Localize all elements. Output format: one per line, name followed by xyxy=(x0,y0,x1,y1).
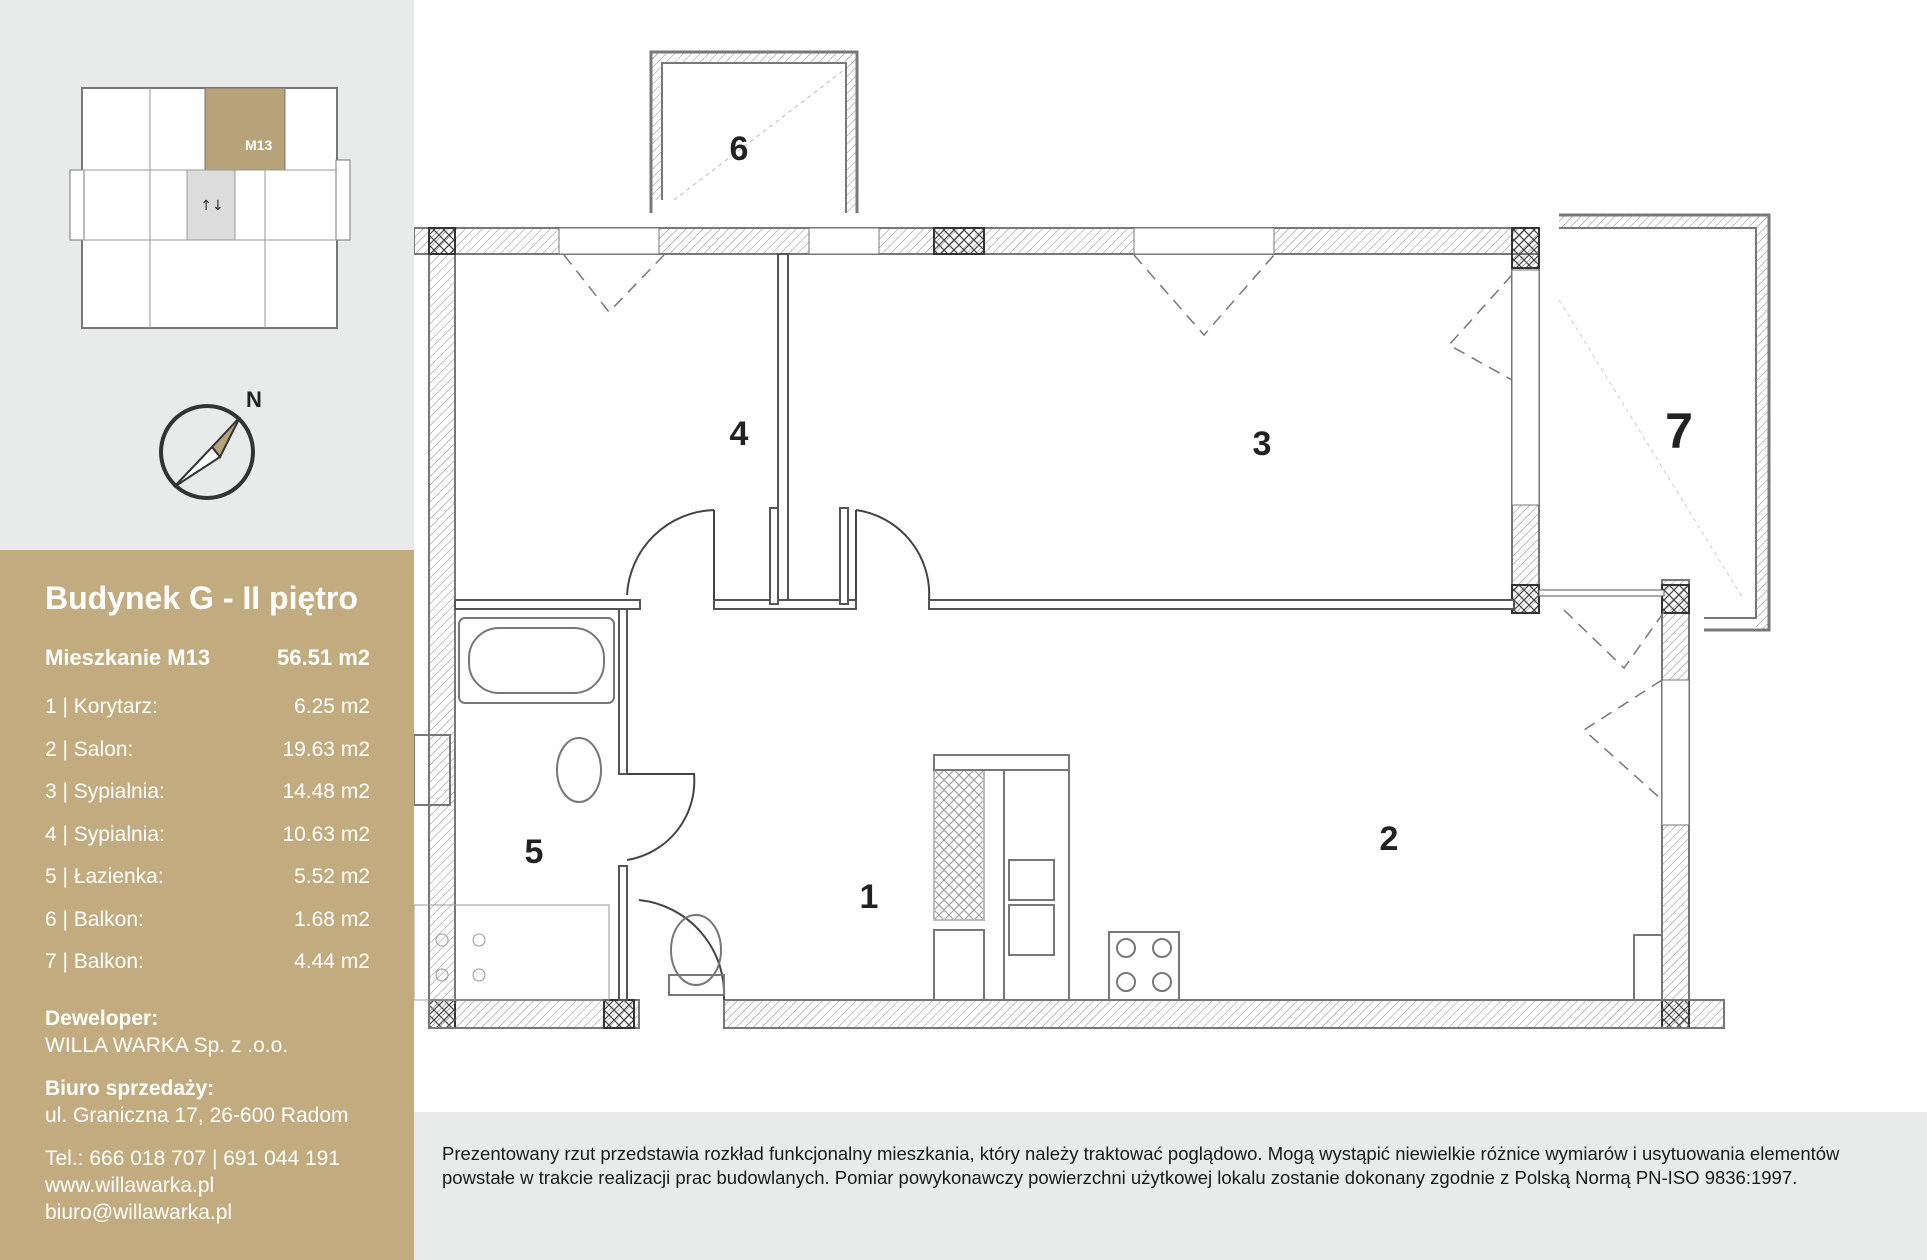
floor-plan xyxy=(414,0,1927,1112)
room-name: 4 | Sypialnia: xyxy=(45,822,165,846)
room-list xyxy=(45,695,370,993)
sales-office-heading: Biuro sprzedaży: xyxy=(45,1077,215,1100)
apartment-area: 56.51 m2 xyxy=(277,645,370,670)
room-name: 7 | Balkon: xyxy=(45,950,144,973)
room-name: 2 | Salon: xyxy=(45,737,134,761)
left-wall xyxy=(429,228,455,1028)
room-row xyxy=(45,908,370,951)
bathtub xyxy=(459,618,614,703)
room-3-label: 3 xyxy=(1252,425,1272,463)
room-area: 5.52 m2 xyxy=(294,865,370,888)
balcony-6 xyxy=(651,52,857,213)
room-5-label: 5 xyxy=(524,833,544,871)
room-row xyxy=(45,865,370,908)
room-area: 4.44 m2 xyxy=(294,950,370,973)
room-area: 1.68 m2 xyxy=(294,907,370,931)
radiator xyxy=(1634,935,1662,1000)
room-7-label: 7 xyxy=(1665,403,1693,459)
key-plan xyxy=(60,60,360,360)
room-row xyxy=(45,780,370,823)
window xyxy=(1134,228,1274,254)
wall-bath-corridor xyxy=(619,609,627,774)
room-area: 10.63 m2 xyxy=(282,822,370,846)
compass-north-label: N xyxy=(246,387,262,412)
compass-icon xyxy=(150,385,270,505)
room-6-label: 6 xyxy=(729,130,749,168)
wall-room4-south xyxy=(455,600,640,609)
bottom-wall xyxy=(724,1000,1724,1028)
room-name: 5 | Łazienka: xyxy=(45,865,164,888)
wall-room4-room3 xyxy=(778,254,788,604)
apartment-info-panel xyxy=(0,550,414,1260)
room-4-label: 4 xyxy=(729,415,749,453)
window xyxy=(1662,680,1689,825)
wall-pillar xyxy=(934,228,984,254)
room-name: 3 | Sypialnia: xyxy=(45,780,165,803)
room-name: 6 | Balkon: xyxy=(45,907,144,931)
elevator-arrows-icon: ↑↓ xyxy=(200,198,224,214)
contact-block xyxy=(45,1145,385,1226)
disclaimer-text: Prezentowany rzut przedstawia rozkład funkcjonalny mieszkania, który należy traktować poglądowo. Mogą wystąpić niewielkie różnice wymiarów i usytuowania elementów powstałe w trakcie realizacji prac budowlanych. Pomiar powykonawczy powierzchni użytkowej lokalu zostanie dokonany zgodnie z Polską Normą PN-ISO 9836:1997. xyxy=(442,1143,1840,1188)
window xyxy=(559,228,659,254)
developer-heading: Deweloper: xyxy=(45,1007,159,1030)
balcony-door-7 xyxy=(1512,270,1539,505)
sales-office-block xyxy=(45,1075,385,1129)
room-row xyxy=(45,738,370,781)
compass-needle-south xyxy=(174,447,220,487)
building-title: Budynek G - II piętro xyxy=(45,580,358,616)
room-row xyxy=(45,950,370,993)
key-plan-wing-left xyxy=(70,170,84,240)
phone-numbers: Tel.: 666 018 707 | 691 044 191 xyxy=(45,1147,341,1170)
key-plan-unit-m13 xyxy=(205,88,285,170)
developer-name: WILLA WARKA Sp. z .o.o. xyxy=(45,1034,289,1057)
sidebar-top xyxy=(0,0,414,550)
key-plan-unit-label: M13 xyxy=(245,137,273,153)
room-area: 19.63 m2 xyxy=(282,737,370,761)
room-area: 6.25 m2 xyxy=(294,695,370,718)
apartment-summary xyxy=(45,645,370,671)
room-row xyxy=(45,695,370,738)
disclaimer-bar xyxy=(414,1112,1927,1260)
kitchen-cabinets xyxy=(934,755,1069,1000)
developer-block xyxy=(45,1005,385,1059)
apartment-label: Mieszkanie M13 xyxy=(45,645,211,670)
website-link[interactable]: www.willawarka.pl xyxy=(45,1174,215,1197)
email-link[interactable]: biuro@willawarka.pl xyxy=(45,1201,233,1224)
room-1-label: 1 xyxy=(859,878,879,916)
room-name: 1 | Korytarz: xyxy=(45,695,158,718)
window xyxy=(809,228,879,254)
key-plan-wing-right xyxy=(336,160,350,240)
room-area: 14.48 m2 xyxy=(282,780,370,803)
room-2-label: 2 xyxy=(1379,820,1399,858)
room-row xyxy=(45,823,370,866)
window-swings xyxy=(564,255,1664,800)
balcony-7 xyxy=(1559,215,1769,630)
sales-office-address: ul. Graniczna 17, 26-600 Radom xyxy=(45,1104,349,1127)
wall-room3-south xyxy=(929,600,1514,609)
cooktop xyxy=(1109,932,1179,1000)
